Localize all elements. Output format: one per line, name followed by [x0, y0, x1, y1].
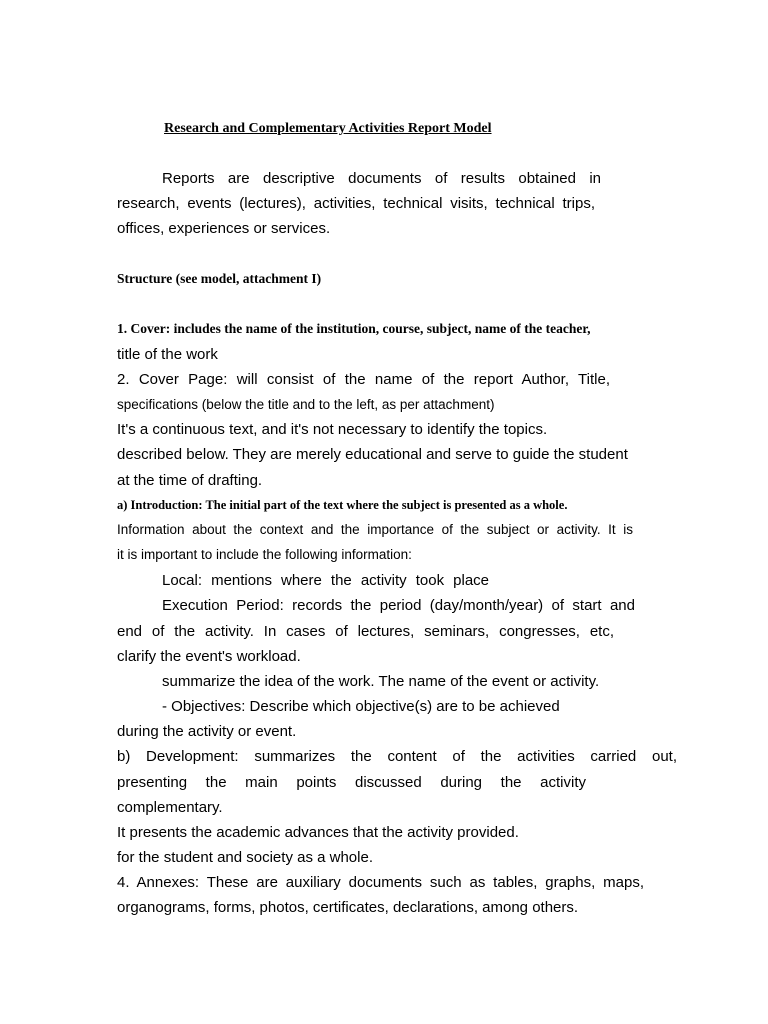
paragraph-line: Reports are descriptive documents of results obtained in: [162, 170, 601, 187]
item-heading: 1. Cover: includes the name of the institution, course, subject, name of the teacher,: [117, 321, 591, 336]
paragraph-line: it is important to include the following information:: [117, 547, 412, 562]
paragraph-line: It presents the academic advances that the activity provided.: [117, 824, 519, 841]
paragraph-line: Information about the context and the importance of the subject or activity. It is: [117, 522, 633, 537]
paragraph-line: offices, experiences or services.: [117, 220, 331, 237]
paragraph-line: during the activity or event.: [117, 723, 297, 740]
paragraph-line: It's a continuous text, and it's not necessary to identify the topics.: [117, 421, 548, 438]
item-heading: a) Introduction: The initial part of the text where the subject is presented as a whole.: [117, 498, 568, 512]
paragraph-line: title of the work: [117, 346, 218, 363]
paragraph-line: - Objectives: Describe which objective(s) are to be achieved: [162, 698, 560, 715]
document-title: Research and Complementary Activities Report Model: [164, 121, 492, 136]
paragraph-line: 2. Cover Page: will consist of the name of the report Author, Title,: [117, 371, 610, 388]
paragraph-line: described below. They are merely educational and serve to guide the student: [117, 446, 628, 463]
paragraph-line: summarize the idea of the work. The name of the event or activity.: [162, 673, 600, 690]
paragraph-line: b) Development: summarizes the content of the activities carried out,: [117, 748, 677, 765]
paragraph-line: clarify the event's workload.: [117, 648, 301, 665]
paragraph-line: 4. Annexes: These are auxiliary documents such as tables, graphs, maps,: [117, 874, 644, 891]
paragraph-line: at the time of drafting.: [117, 472, 263, 489]
paragraph-line: complementary.: [117, 799, 223, 816]
paragraph-line: Execution Period: records the period (day/month/year) of start and: [162, 597, 635, 614]
section-heading: Structure (see model, attachment I): [117, 271, 322, 286]
paragraph-line: organograms, forms, photos, certificates, declarations, among others.: [117, 899, 579, 916]
paragraph-line: research, events (lectures), activities, technical visits, technical trips,: [117, 195, 595, 212]
paragraph-line: specifications (below the title and to the left, as per attachment): [117, 397, 495, 412]
paragraph-line: end of the activity. In cases of lectures, seminars, congresses, etc,: [117, 623, 614, 640]
paragraph-line: Local: mentions where the activity took place: [162, 572, 489, 589]
paragraph-line: for the student and society as a whole.: [117, 849, 373, 866]
paragraph-line: presenting the main points discussed during the activity: [117, 774, 586, 791]
